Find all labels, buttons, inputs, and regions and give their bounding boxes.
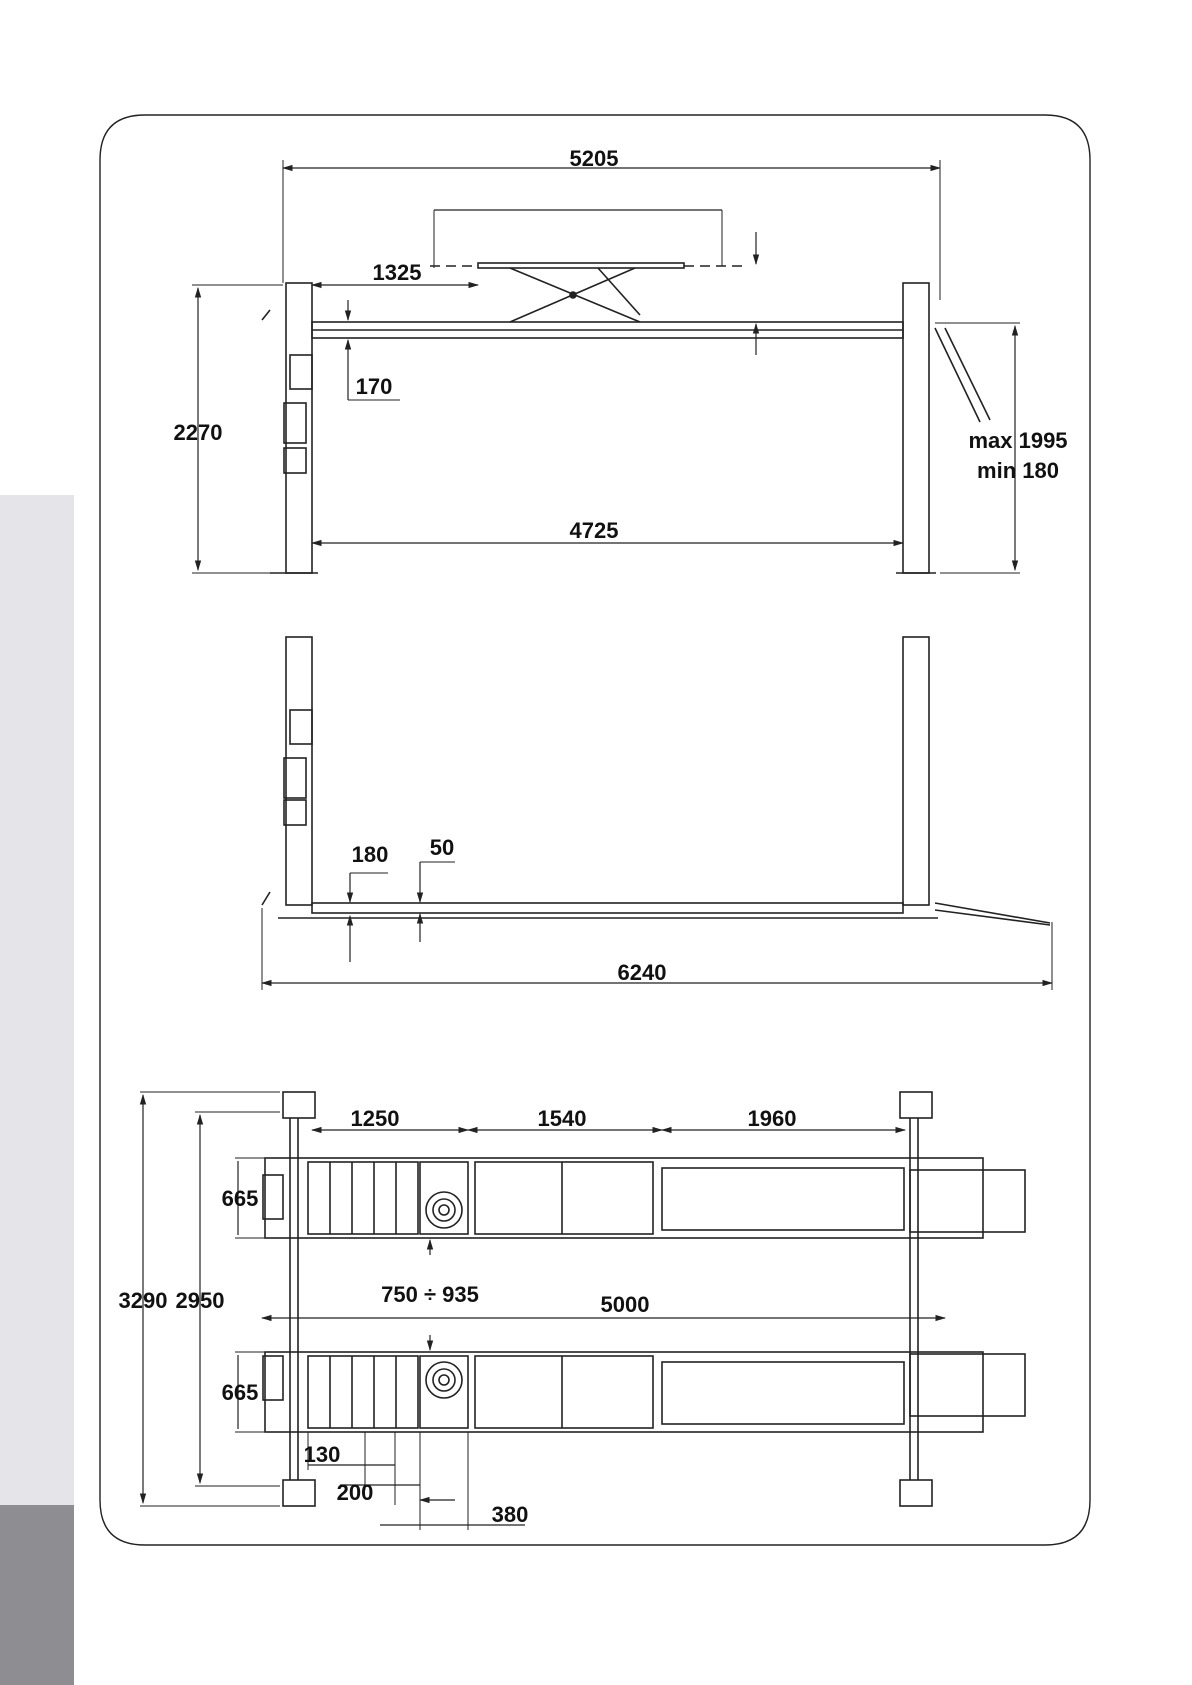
dim-column-height: 2270: [173, 420, 223, 445]
dim-edge-offset: 130: [303, 1442, 341, 1467]
side-view-raised: [192, 160, 1020, 573]
dim-jack-offset: 1325: [372, 260, 422, 285]
dim-inner-width: 4725: [569, 518, 619, 543]
dim-runway-width-bottom: 665: [221, 1380, 259, 1405]
left-column-lowered: [286, 637, 312, 905]
control-panel-icon: [290, 355, 312, 389]
top-runway: [265, 1158, 983, 1238]
dim-front-section: 1250: [350, 1106, 400, 1131]
side-view-lowered: [262, 637, 1052, 990]
dim-overall-width: 5205: [569, 146, 619, 171]
dim-adjustable-gap: 750 ÷ 935: [381, 1282, 479, 1307]
dim-lift-min: min 180: [977, 458, 1059, 483]
right-column: [903, 283, 929, 573]
dim-runway-length: 5000: [600, 1292, 650, 1317]
dim-column-spacing: 2950: [175, 1288, 225, 1313]
left-column: [286, 283, 312, 573]
dim-runway-thickness: 170: [355, 374, 393, 399]
right-column-lowered: [903, 637, 929, 905]
bottom-runway: [265, 1352, 983, 1432]
dim-lift-max: max 1995: [968, 428, 1068, 453]
turntable-icon: [426, 1192, 462, 1228]
jack-platform: [478, 263, 684, 268]
runway-lowered: [312, 903, 903, 913]
dim-overall-plan-width: 3290: [118, 1288, 168, 1313]
dim-middle-section: 1540: [537, 1106, 587, 1131]
dim-slot-width: 200: [336, 1480, 374, 1505]
dim-runway-width-top: 665: [221, 1186, 259, 1211]
plan-view: [140, 1092, 1025, 1530]
dim-min-height: 180: [351, 842, 389, 867]
dim-ramp-height: 50: [429, 835, 455, 860]
dim-overall-length: 6240: [617, 960, 667, 985]
dim-plate-width: 380: [491, 1502, 529, 1527]
dim-rear-section: 1960: [747, 1106, 797, 1131]
